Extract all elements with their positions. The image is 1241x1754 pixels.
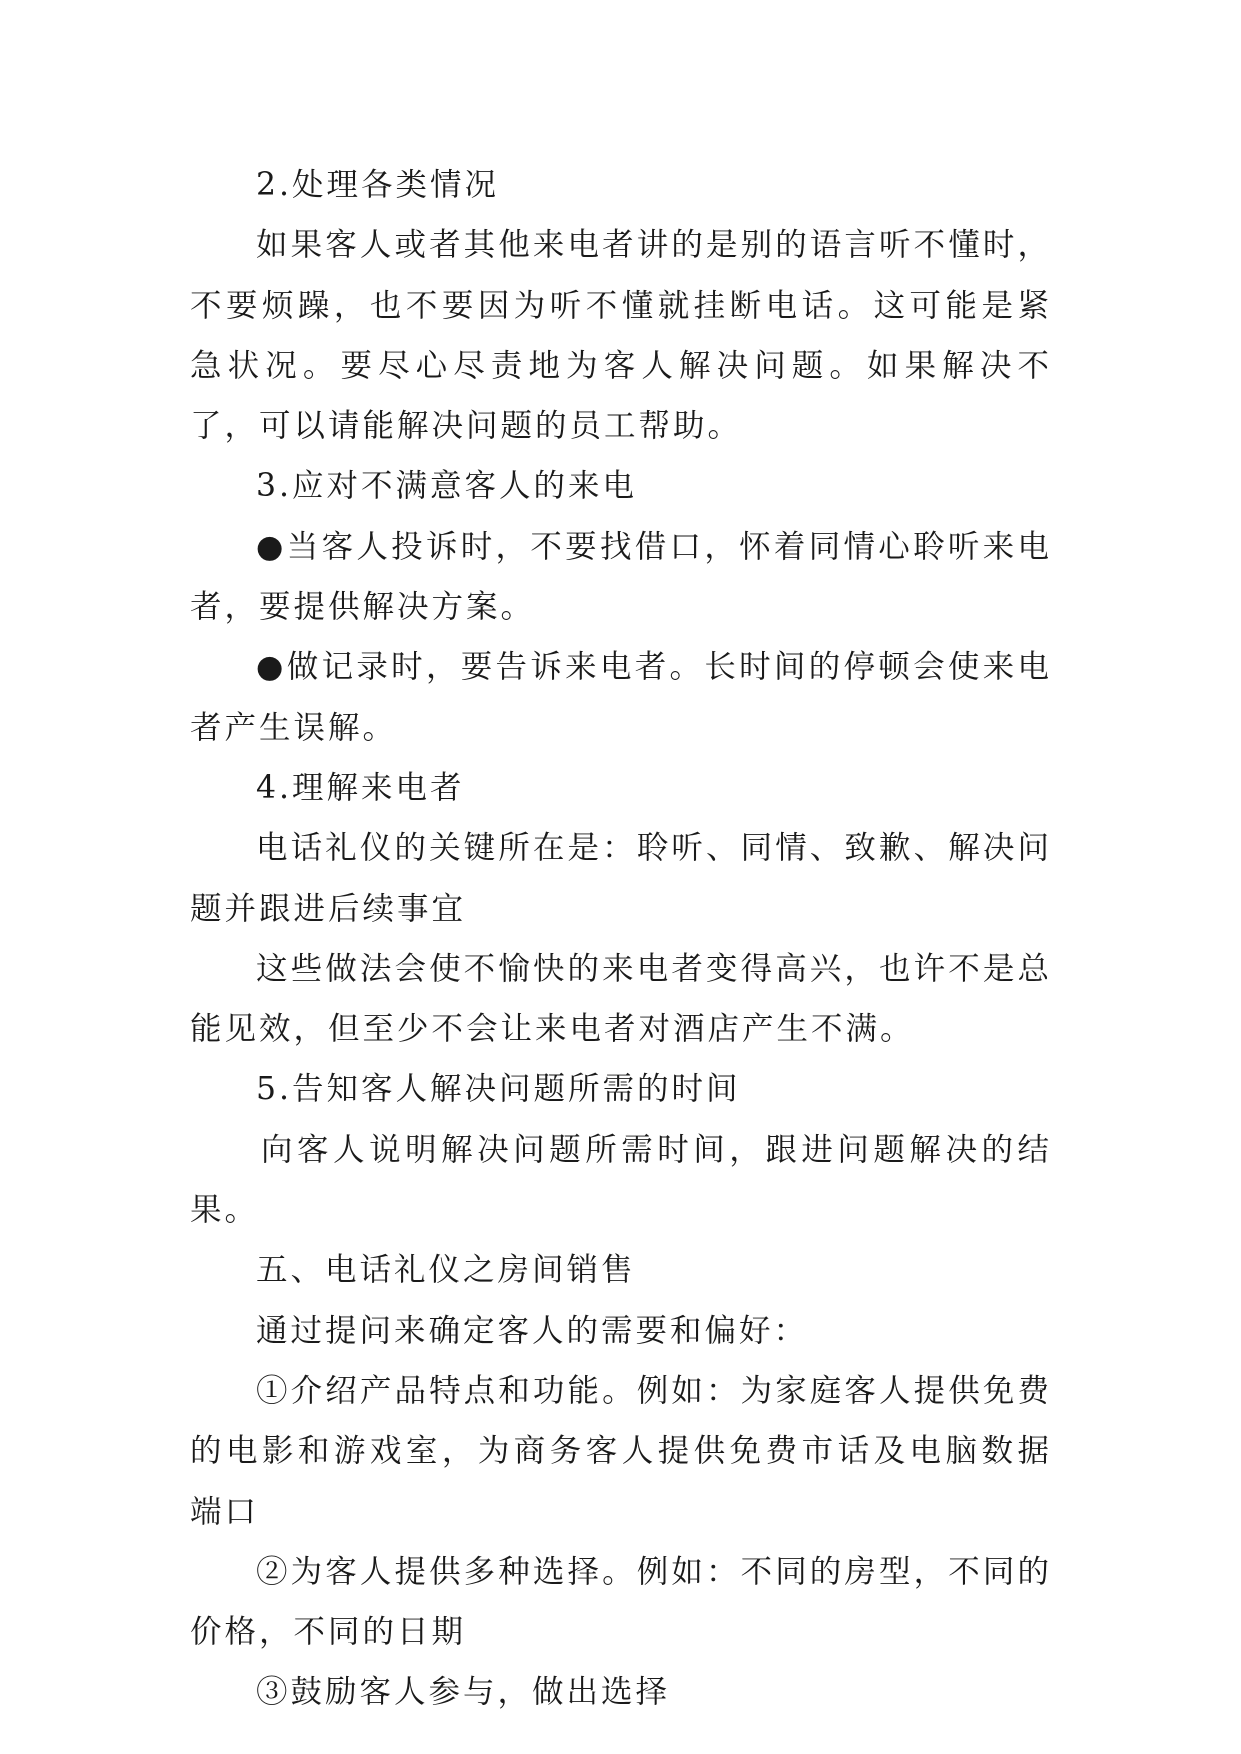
heading-resolution-time: 5.告知客人解决问题所需的时间 [256, 1071, 741, 1108]
heading-room-sales: 五、电话礼仪之房间销售 [256, 1252, 636, 1289]
paragraph-explain-time: 向客人说明解决问题所需时间，跟进问题解决的结果。 [190, 1131, 1052, 1229]
bullet-complaint: ●当客人投诉时，不要找借口，怀着同情心聆听来电者，要提供解决方案。 [190, 528, 1052, 626]
heading-understand-caller: 4.理解来电者 [256, 769, 465, 806]
document-body [190, 155, 1052, 1723]
heading-dissatisfied-callers: 3.应对不满意客人的来电 [256, 468, 638, 505]
bullet-recording: ●做记录时，要告诉来电者。长时间的停顿会使来电者产生误解。 [190, 649, 1052, 746]
paragraph-phone-etiquette-key: 电话礼仪的关键所在是：聆听、同情、致歉、解决问题并跟进后续事宜 [190, 830, 1052, 927]
paragraph-practices-effect: 这些做法会使不愉快的来电者变得高兴，也许不是总能见效，但至少不会让来电者对酒店产生不满。 [190, 950, 1052, 1048]
item-encourage-participation: ③鼓励客人参与，做出选择 [256, 1674, 671, 1711]
paragraph-ask-questions: 通过提问来确定客人的需要和偏好： [256, 1312, 809, 1349]
heading-handle-situations: 2.处理各类情况 [256, 167, 500, 203]
paragraph-language-barrier: 如果客人或者其他来电者讲的是别的语言听不懂时，不要烦躁，也不要因为听不懂就挂断电话。这可能是紧急状况。要尽心尽责地为客人解决问题。如果解决不了，可以请能解决问题的员工帮助。 [190, 227, 1052, 445]
item-multiple-choices: ②为客人提供多种选择。例如：不同的房型，不同的价格，不同的日期 [190, 1553, 1052, 1651]
item-product-features: ①介绍产品特点和功能。例如：为家庭客人提供免费的电影和游戏室，为商务客人提供免费市话及电脑数据端口 [190, 1372, 1052, 1530]
